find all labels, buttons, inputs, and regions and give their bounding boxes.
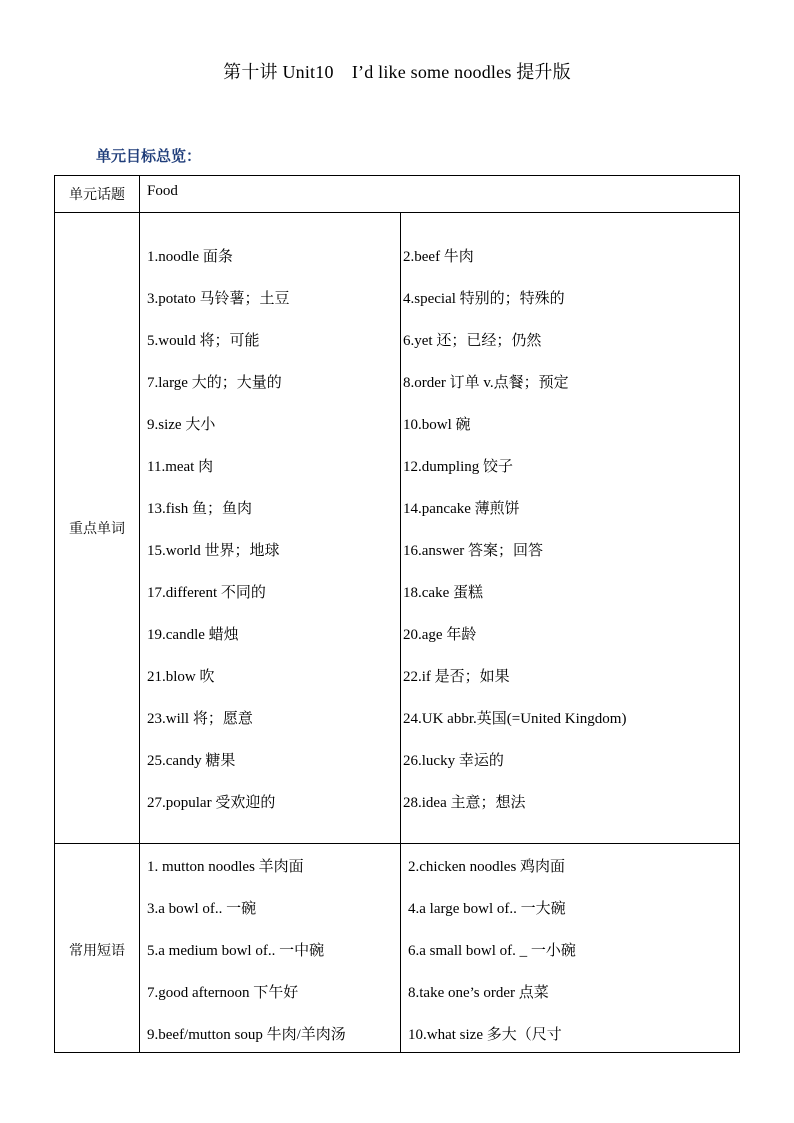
phrase-item: 3.a bowl of.. 一碗 [147, 901, 257, 917]
column-divider [400, 212, 401, 1052]
words-label: 重点单词 [69, 521, 125, 537]
vocab-item: 16.answer 答案；回答 [403, 543, 543, 559]
vocab-item: 13.fish 鱼；鱼肉 [147, 501, 253, 517]
vocab-item: 12.dumpling 饺子 [403, 459, 514, 475]
row-divider [55, 843, 739, 844]
vocab-item: 24.UK abbr.英国(=United Kingdom) [403, 711, 627, 727]
vocab-item: 4.special 特别的；特殊的 [403, 291, 565, 307]
phrase-item: 6.a small bowl of. _ 一小碗 [408, 943, 576, 959]
vocab-item: 11.meat 肉 [147, 459, 214, 475]
vocab-item: 3.potato 马铃薯；土豆 [147, 291, 290, 307]
vocab-item: 23.will 将；愿意 [147, 711, 253, 727]
vocab-item: 22.if 是否；如果 [403, 669, 510, 685]
row-divider [55, 212, 739, 213]
phrase-item: 2.chicken noodles 鸡肉面 [408, 859, 566, 875]
vocab-item: 18.cake 蛋糕 [403, 585, 483, 601]
vocab-item: 6.yet 还；已经；仍然 [403, 333, 542, 349]
vocab-item: 5.would 将；可能 [147, 333, 260, 349]
vocab-item: 9.size 大小 [147, 417, 216, 433]
phrase-item: 1. mutton noodles 羊肉面 [147, 859, 304, 875]
page-title: 第十讲 Unit10 I’d like some noodles 提升版 [223, 62, 571, 82]
phrases-label: 常用短语 [69, 943, 125, 959]
column-divider [139, 176, 140, 1052]
vocab-item: 21.blow 吹 [147, 669, 215, 685]
vocab-item: 7.large 大的；大量的 [147, 375, 282, 391]
vocab-item: 10.bowl 碗 [403, 417, 471, 433]
phrase-item: 10.what size 多大（尺寸 [408, 1027, 562, 1043]
vocab-item: 25.candy 糖果 [147, 753, 236, 769]
vocabulary-table [54, 175, 740, 1053]
vocab-item: 15.world 世界；地球 [147, 543, 280, 559]
section-heading: 单元目标总览： [96, 149, 202, 165]
phrase-item: 4.a large bowl of.. 一大碗 [408, 901, 566, 917]
vocab-item: 17.different 不同的 [147, 585, 266, 601]
vocab-item: 1.noodle 面条 [147, 249, 233, 265]
phrase-item: 8.take one’s order 点菜 [408, 985, 549, 1001]
vocab-item: 19.candle 蜡烛 [147, 627, 239, 643]
topic-value: Food [147, 183, 178, 199]
vocab-item: 26.lucky 幸运的 [403, 753, 504, 769]
vocab-item: 2.beef 牛肉 [403, 249, 474, 265]
phrase-item: 5.a medium bowl of.. 一中碗 [147, 943, 325, 959]
phrase-item: 9.beef/mutton soup 牛肉/羊肉汤 [147, 1027, 346, 1043]
vocab-item: 14.pancake 薄煎饼 [403, 501, 520, 517]
topic-label: 单元话题 [69, 187, 125, 203]
vocab-item: 27.popular 受欢迎的 [147, 795, 276, 811]
vocab-item: 20.age 年龄 [403, 627, 477, 643]
vocab-item: 28.idea 主意；想法 [403, 795, 526, 811]
phrase-item: 7.good afternoon 下午好 [147, 985, 299, 1001]
vocab-item: 8.order 订单 v.点餐；预定 [403, 375, 569, 391]
